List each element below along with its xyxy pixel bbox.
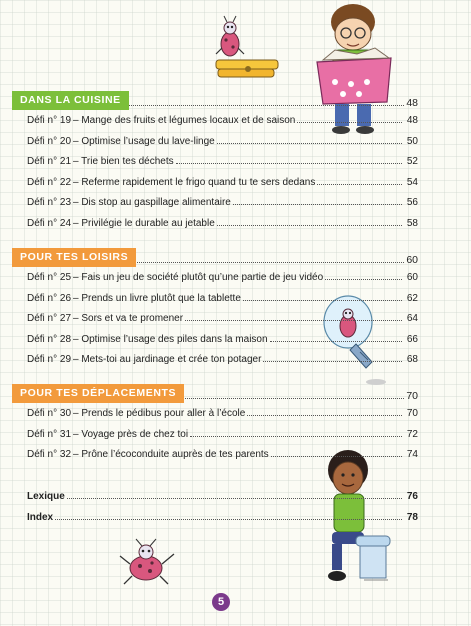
- toc-entry[interactable]: [12, 309, 418, 330]
- entry-number: Défi n° 23: [27, 197, 72, 208]
- entry-number: Défi n° 26: [27, 292, 72, 304]
- entry-title: – Prends un livre plutôt que la tablette: [73, 292, 241, 304]
- page-number-badge: 5: [212, 593, 230, 611]
- entry-number: Défi n° 25: [27, 272, 72, 283]
- toc-entry[interactable]: [12, 268, 418, 289]
- entry-title: – Referme rapidement le frigo quand tu te sers dedans: [73, 176, 316, 188]
- toc-entry-lexique[interactable]: [12, 487, 418, 508]
- section-header[interactable]: [12, 384, 418, 404]
- entry-number: Défi n° 21: [27, 156, 72, 167]
- entry-title: – Optimise l’usage des piles dans la maison: [73, 333, 268, 345]
- entry-title: – Privilégie le durable au jetable: [73, 217, 215, 229]
- entry-title: – Trie bien tes déchets: [73, 156, 174, 167]
- entry-number: Défi n° 22: [27, 176, 72, 188]
- entry-title: Index: [27, 511, 54, 523]
- entry-page: 70: [406, 408, 418, 419]
- entry-title: – Sors et va te promener: [73, 313, 184, 324]
- toc-entry[interactable]: [12, 173, 418, 194]
- entry-title: – Mange des fruits et légumes locaux et de saison: [73, 115, 296, 126]
- entry-title: Lexique: [27, 491, 65, 502]
- section-page: 60: [406, 254, 418, 266]
- section-header[interactable]: [12, 248, 418, 268]
- toc-entry[interactable]: [12, 111, 418, 132]
- entry-page: 56: [406, 197, 418, 208]
- entry-number: Défi n° 31: [27, 428, 72, 440]
- entry-number: Défi n° 29: [27, 354, 72, 365]
- section-pour-tes-deplacements: [12, 384, 418, 466]
- bug-on-clothespin-illustration: [208, 14, 283, 84]
- entry-page: 64: [406, 313, 418, 324]
- entry-page: 60: [406, 272, 418, 283]
- section-page: 48: [406, 97, 418, 109]
- entry-number: Défi n° 30: [27, 408, 72, 419]
- toc-entry[interactable]: [12, 330, 418, 351]
- section-tag: POUR TES LOISIRS: [12, 248, 136, 267]
- section-tag: POUR TES DÉPLACEMENTS: [12, 384, 184, 403]
- toc-entry-index[interactable]: [12, 508, 418, 529]
- entry-title: – Voyage près de chez toi: [73, 428, 189, 440]
- entry-title: – Optimise l’usage du lave-linge: [73, 135, 215, 147]
- entry-page: 72: [406, 428, 418, 440]
- toc-entry[interactable]: [12, 404, 418, 425]
- entry-title: – Fais un jeu de société plutôt qu’une partie de jeu vidéo: [73, 272, 324, 283]
- entry-page: 66: [406, 333, 418, 345]
- ladybug-illustration: [116, 536, 180, 588]
- entry-number: Défi n° 24: [27, 217, 72, 229]
- entry-page: 52: [406, 156, 418, 167]
- entry-page: 74: [406, 449, 418, 460]
- section-tag: DANS LA CUISINE: [12, 91, 129, 110]
- toc-entry[interactable]: [12, 425, 418, 446]
- section-dans-la-cuisine: [12, 91, 418, 234]
- entry-number: Défi n° 28: [27, 333, 72, 345]
- entry-title: – Dis stop au gaspillage alimentaire: [73, 197, 231, 208]
- entry-number: Défi n° 20: [27, 135, 72, 147]
- entry-title: – Prends le pédibus pour aller à l’école: [73, 408, 246, 419]
- toc-entry[interactable]: [12, 193, 418, 214]
- entry-page: 78: [406, 511, 418, 523]
- toc-entry[interactable]: [12, 350, 418, 371]
- entry-title: – Mets-toi au jardinage et crée ton potager: [73, 354, 262, 365]
- extras-list: [12, 487, 418, 528]
- entry-page: 48: [406, 115, 418, 126]
- entry-number: Défi n° 32: [27, 449, 72, 460]
- toc-entry[interactable]: [12, 289, 418, 310]
- entry-page: 58: [406, 217, 418, 229]
- entry-page: 54: [406, 176, 418, 188]
- entry-number: Défi n° 19: [27, 115, 72, 126]
- toc-entry[interactable]: [12, 132, 418, 153]
- entry-page: 50: [406, 135, 418, 147]
- section-pour-tes-loisirs: [12, 248, 418, 371]
- toc-entry[interactable]: [12, 445, 418, 466]
- entry-page: 76: [406, 491, 418, 502]
- entry-page: 68: [406, 354, 418, 365]
- entry-page: 62: [406, 292, 418, 304]
- toc-entry[interactable]: [12, 152, 418, 173]
- section-page: 70: [406, 390, 418, 402]
- entry-number: Défi n° 27: [27, 313, 72, 324]
- section-header[interactable]: [12, 91, 418, 111]
- entry-title: – Prône l’écoconduite auprès de tes parents: [73, 449, 269, 460]
- toc-entry[interactable]: [12, 214, 418, 235]
